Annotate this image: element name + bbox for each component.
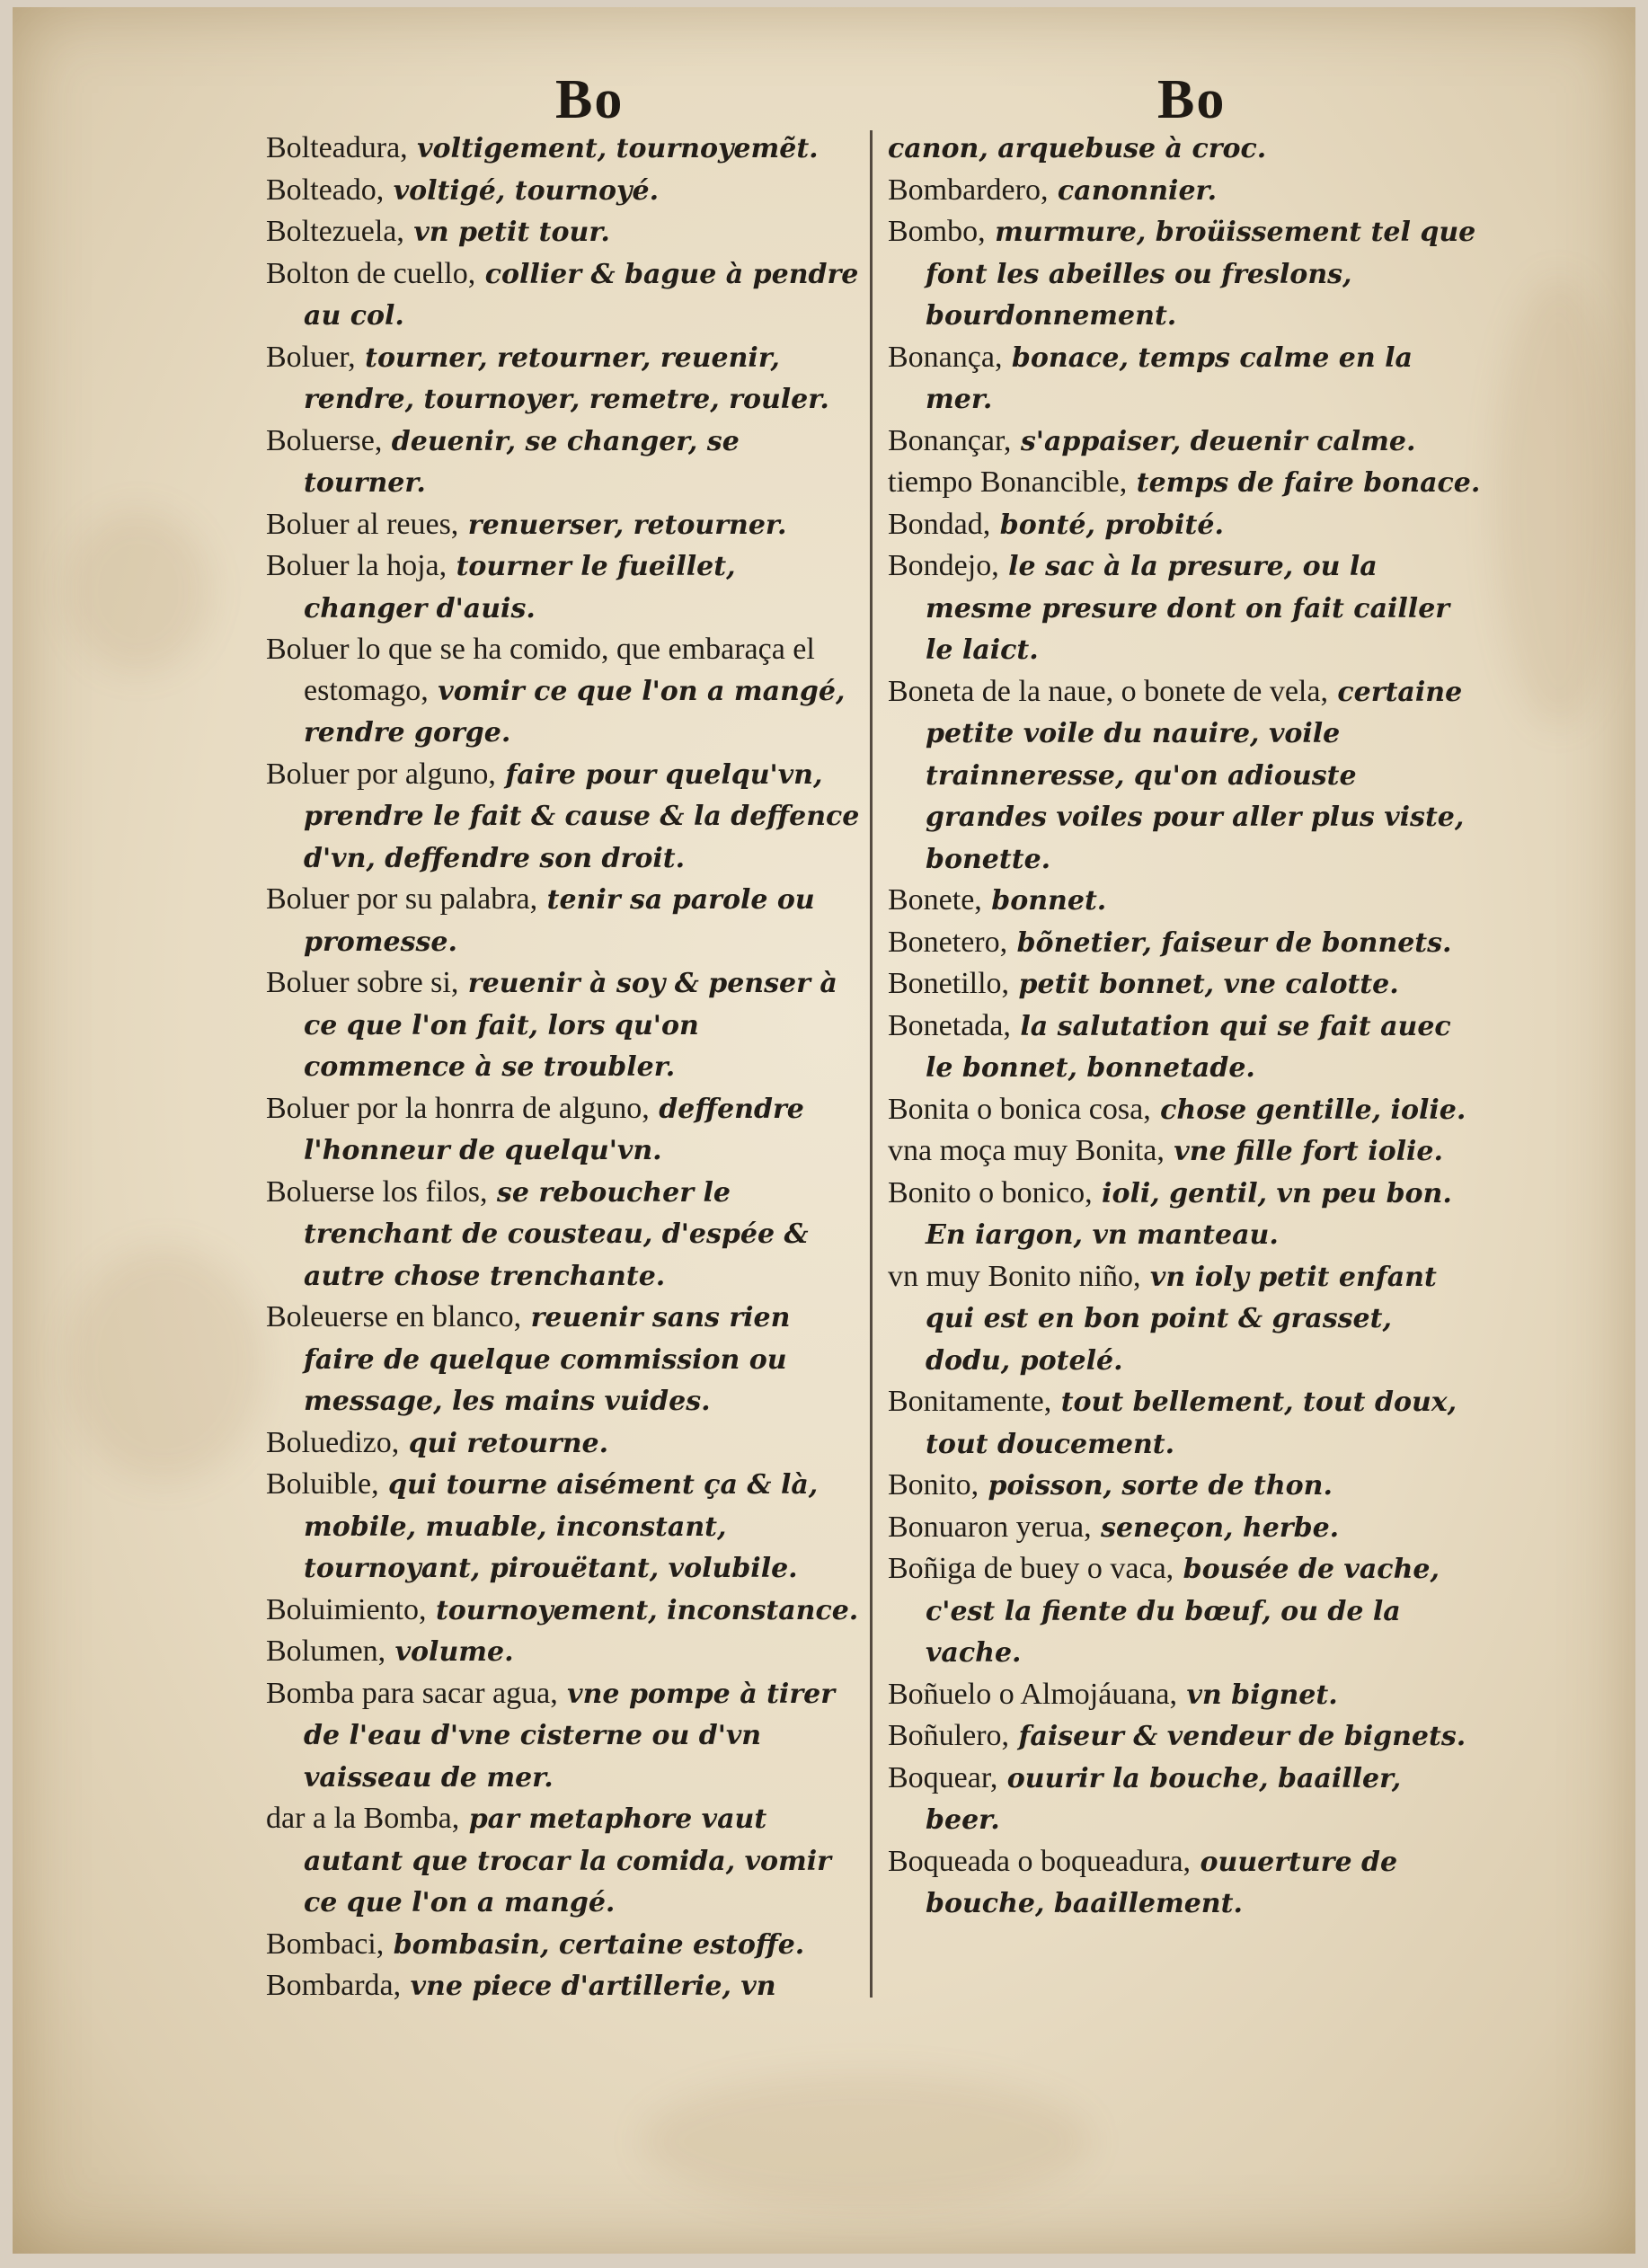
entry-headword: Boluer la hoja, — [266, 549, 447, 582]
entry-definition: ouuerture de bouche, baaillement. — [926, 1846, 1398, 1919]
dictionary-entry — [266, 128, 866, 170]
right-running-header: Bo — [1157, 69, 1227, 130]
dictionary-entry — [266, 629, 866, 754]
entry-headword: Bonetada, — [888, 1008, 1011, 1042]
dictionary-entry — [266, 1297, 866, 1422]
dictionary-entry — [888, 421, 1481, 463]
entry-headword: Boluer por alguno, — [266, 757, 496, 791]
dictionary-entry — [266, 1088, 866, 1172]
entry-definition: deuenir, se changer, se tourner. — [304, 425, 740, 499]
entry-headword: Boquear, — [888, 1760, 998, 1794]
dictionary-entry — [888, 545, 1481, 671]
entry-definition: voltigé, tournoyé. — [384, 174, 660, 207]
dictionary-entry — [888, 1173, 1481, 1256]
entry-headword: Boltezuela, — [266, 215, 404, 248]
entry-definition: bonnet. — [981, 885, 1107, 917]
dictionary-entry — [266, 1924, 866, 1966]
entry-definition: ouurir la bouche, baailler, beer. — [926, 1762, 1402, 1836]
entry-headword: Boluimiento, — [266, 1592, 427, 1626]
entry-definition: ioli, gentil, vn peu bon. En iargon, vn manteau. — [926, 1177, 1452, 1251]
entry-definition: canon, arquebuse à croc. — [888, 133, 1267, 164]
entry-definition: vne fille fort iolie. — [1164, 1136, 1443, 1167]
entry-definition: faire pour quelqu'vn, prendre le fait & cause & la deffence d'vn, deffendre son droit. — [304, 758, 860, 874]
entry-headword: Bonito o bonico, — [888, 1175, 1093, 1209]
entry-definition: volume. — [385, 1636, 514, 1668]
entry-headword: Bolteado, — [266, 173, 385, 207]
dictionary-entry — [266, 1965, 866, 2007]
entry-headword: Bolumen, — [266, 1635, 386, 1668]
entry-headword: Bolton de cuello, — [266, 256, 476, 290]
dictionary-entry — [888, 963, 1481, 1006]
entry-definition: bousée de vache, c'est la fiente du bœuf, ou de la vache. — [926, 1554, 1440, 1669]
entry-definition: canonnier. — [1048, 174, 1218, 207]
dictionary-entry — [888, 1715, 1481, 1758]
dictionary-entry — [266, 170, 866, 212]
entry-definition: reuenir sans rien faire de quelque commission ou message, les mains vuides. — [304, 1302, 791, 1417]
dictionary-entry — [888, 337, 1481, 421]
right-column — [888, 128, 1481, 1925]
dictionary-entry — [266, 1464, 866, 1590]
entry-headword: Bonança, — [888, 340, 1003, 374]
entry-headword: Bolteadura, — [266, 131, 408, 164]
entry-headword: Bonuaron yerua, — [888, 1510, 1092, 1544]
entry-headword: Bombo, — [888, 215, 986, 248]
dictionary-entry — [888, 211, 1481, 337]
entry-definition: vn petit tour. — [403, 217, 610, 248]
entry-definition: collier & bague à pendre au col. — [304, 258, 859, 332]
entry-headword: Bonito, — [888, 1468, 979, 1502]
dictionary-entry — [888, 1089, 1481, 1131]
entry-definition: le sac à la presure, ou la mesme presure dont on fait cailler le laict. — [926, 551, 1450, 666]
dictionary-entry — [888, 880, 1481, 922]
entry-definition: tournoyement, inconstance. — [426, 1594, 859, 1626]
column-divider — [870, 130, 873, 1998]
entry-headword: Bonançar, — [888, 423, 1012, 457]
dictionary-entry — [266, 211, 866, 253]
entry-headword: Boñiga de buey o vaca, — [888, 1552, 1174, 1585]
dictionary-entry — [888, 1548, 1481, 1674]
entry-headword: Boluer por la honrra de alguno, — [266, 1091, 650, 1125]
entry-definition: voltigement, tournoyemẽt. — [407, 133, 819, 164]
entry-definition: bõnetier, faiseur de bonnets. — [1007, 926, 1452, 959]
dictionary-entry — [266, 962, 866, 1088]
left-running-header: Bo — [555, 69, 625, 130]
dictionary-entry — [266, 879, 866, 962]
dictionary-entry — [266, 1673, 866, 1799]
dictionary-entry — [266, 337, 866, 421]
entry-definition: bombasin, certaine estoffe. — [384, 1928, 805, 1961]
entry-definition: petit bonnet, vne calotte. — [1009, 969, 1399, 1000]
entry-definition: la salutation qui se fait auec le bonnet, bonnetade. — [926, 1010, 1451, 1084]
entry-definition: deffendre l'honneur de quelqu'vn. — [304, 1093, 804, 1166]
dictionary-entry — [266, 545, 866, 629]
dictionary-entry — [888, 1507, 1481, 1549]
entry-definition: vomir ce que l'on a mangé, rendre gorge. — [304, 675, 846, 749]
entry-headword: Boqueada o boqueadura, — [888, 1844, 1192, 1878]
dictionary-entry — [266, 504, 866, 546]
dictionary-entry — [888, 462, 1481, 504]
entry-headword: Boluer, — [266, 340, 356, 374]
entry-definition: qui tourne aisément ça & là, mobile, muable, inconstant, tournoyant, pirouëtant, volubile. — [304, 1469, 819, 1584]
dictionary-entry — [888, 1841, 1481, 1925]
entry-headword: Bombaci, — [266, 1927, 385, 1961]
dictionary-entry — [266, 1631, 866, 1673]
entry-headword: Boluerse los filos, — [266, 1174, 488, 1209]
entry-headword: Bomba para sacar agua, — [266, 1676, 558, 1710]
entry-definition: renuerser, retourner. — [458, 509, 787, 541]
dictionary-entry — [888, 128, 1481, 170]
entry-definition: qui retourne. — [399, 1427, 609, 1459]
entry-definition: vne piece d'artillerie, vn — [401, 1971, 776, 2002]
entry-definition: se reboucher le trenchant de cousteau, d'espée & autre chose trenchante. — [304, 1176, 809, 1292]
dictionary-entry — [888, 671, 1481, 881]
dictionary-entry — [266, 1422, 866, 1465]
entry-headword: Boñuelo o Almojáuana, — [888, 1677, 1178, 1711]
dictionary-entry — [266, 1590, 866, 1632]
entry-definition: temps de faire bonace. — [1127, 467, 1481, 499]
entry-headword: Boñulero, — [888, 1719, 1010, 1752]
entry-definition: reuenir à soy & penser à ce que l'on fait, lors qu'on commence à se troubler. — [304, 968, 837, 1083]
entry-headword: Boluer al reues, — [266, 507, 459, 541]
entry-headword: Boluible, — [266, 1467, 379, 1501]
dictionary-entry — [266, 1798, 866, 1924]
entry-definition: bonté, probité. — [990, 509, 1224, 541]
entry-definition: chose gentille, iolie. — [1150, 1094, 1466, 1126]
entry-definition: seneçon, herbe. — [1091, 1511, 1340, 1544]
dictionary-entry — [266, 253, 866, 337]
dictionary-entry — [888, 922, 1481, 964]
entry-headword: Bonita o bonica cosa, — [888, 1092, 1151, 1126]
dictionary-entry — [888, 1130, 1481, 1173]
entry-headword: Bondejo, — [888, 549, 999, 582]
dictionary-entry — [888, 1465, 1481, 1507]
dictionary-entry — [888, 1006, 1481, 1089]
entry-definition: vn bignet. — [1177, 1679, 1338, 1711]
entry-headword: Bombarda, — [266, 1969, 402, 2002]
left-column — [266, 128, 866, 2007]
dictionary-entry — [888, 1381, 1481, 1465]
dictionary-entry — [266, 1172, 866, 1298]
entry-definition: bonace, temps calme en la mer. — [926, 341, 1413, 415]
dictionary-entry — [888, 170, 1481, 212]
entry-headword: Boluedizo, — [266, 1425, 400, 1459]
entry-headword: dar a la Bomba, — [266, 1802, 460, 1835]
entry-definition: vn ioly petit enfant qui est en bon point & grasset, dodu, potelé. — [926, 1261, 1437, 1377]
entry-headword: Bombardero, — [888, 173, 1049, 207]
entry-definition: vne pompe à tirer de l'eau d'vne cisterne ou d'vn vaisseau de mer. — [304, 1678, 836, 1794]
entry-definition: tout bellement, tout doux, tout doucement. — [926, 1386, 1458, 1460]
entry-definition: par metaphore vaut autant que trocar la comida, vomir ce que l'on a mangé. — [304, 1803, 831, 1918]
entry-definition: tourner le fueillet, changer d'auis. — [304, 551, 736, 625]
entry-definition: tenir sa parole ou promesse. — [304, 884, 815, 958]
entry-definition: tourner, retourner, reuenir, rendre, tournoyer, remetre, rouler. — [304, 341, 829, 415]
entry-definition: faiseur & vendeur de bignets. — [1009, 1721, 1466, 1752]
dictionary-entry — [266, 754, 866, 880]
entry-headword: Boluer por su palabra, — [266, 882, 538, 916]
entry-headword: Boluer lo que se ha comido, que embaraça el estomago, — [266, 633, 815, 707]
entry-headword: Bonete, — [888, 883, 982, 917]
entry-headword: Bonetero, — [888, 925, 1008, 959]
entry-definition: murmure, broüissement tel que font les abeilles ou freslons, bourdonnement. — [926, 217, 1476, 332]
entry-headword: Bonitamente, — [888, 1385, 1052, 1418]
entry-definition: s'appaiser, deuenir calme. — [1011, 425, 1416, 457]
entry-headword: Boluer sobre si, — [266, 966, 459, 999]
dictionary-entry — [266, 421, 866, 504]
entry-headword: vna moça muy Bonita, — [888, 1134, 1165, 1167]
entry-headword: Bondad, — [888, 507, 991, 541]
entry-headword: vn muy Bonito niño, — [888, 1259, 1141, 1293]
entry-headword: Boleuerse en blanco, — [266, 1300, 522, 1333]
entry-headword: Bonetillo, — [888, 967, 1010, 1000]
dictionary-entry — [888, 1256, 1481, 1382]
dictionary-entry — [888, 1674, 1481, 1716]
entry-headword: Boneta de la naue, o bonete de vela, — [888, 674, 1328, 708]
entry-headword: Boluerse, — [266, 423, 383, 457]
entry-definition: poisson, sorte de thon. — [979, 1470, 1333, 1502]
entry-headword: tiempo Bonancible, — [888, 465, 1128, 499]
dictionary-entry — [888, 1758, 1481, 1841]
entry-definition: certaine petite voile du nauire, voile trainneresse, qu'on adiouste grandes voiles pour aller plus viste, bonette. — [926, 676, 1465, 875]
dictionary-entry — [888, 504, 1481, 546]
